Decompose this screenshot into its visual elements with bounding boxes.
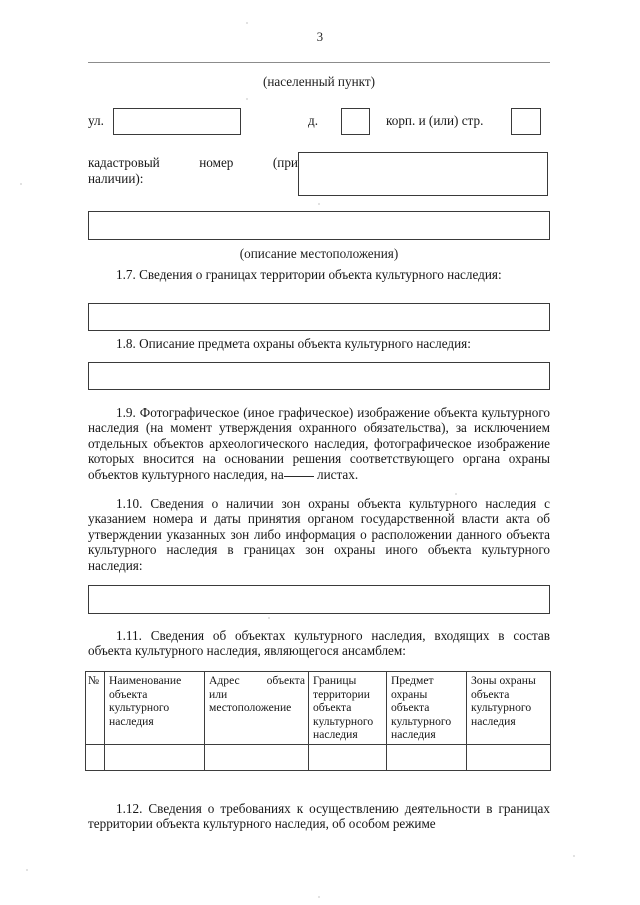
table-header-address-word2: объекта (266, 674, 305, 687)
section-1-11-number: 1.11. (116, 628, 142, 643)
section-1-7-number: 1.7. (116, 267, 136, 282)
section-1-11-text: Сведения об объектах культурного наследия, входящих в состав объекта культурного наследия, являющегося ансамблем: (88, 628, 550, 659)
scan-speck (246, 22, 248, 24)
table-header-name: Наименование объекта культурного наследия (105, 672, 205, 745)
ensemble-objects-table (85, 671, 551, 771)
location-description-caption: (описание местоположения) (239, 246, 399, 261)
scan-speck (26, 869, 28, 871)
scan-speck (573, 855, 575, 857)
table-cell-borders[interactable] (309, 744, 387, 770)
table-header-num: № (86, 672, 105, 745)
street-label: ул. (88, 113, 104, 128)
table-header-zones: Зоны охраны объекта культурного наследия (467, 672, 551, 745)
cadastral-number-input[interactable] (298, 152, 548, 196)
scan-speck (268, 617, 270, 619)
table-row[interactable] (86, 744, 551, 770)
section-1-8-title: Описание предмета охраны объекта культурного наследия: (139, 336, 471, 351)
building-label: корп. и (или) стр. (386, 113, 484, 128)
section-1-7-title: Сведения о границах территории объекта культурного наследия: (139, 267, 502, 282)
table-cell-address[interactable] (205, 744, 309, 770)
scan-speck (20, 183, 22, 185)
table-header-address (205, 672, 309, 745)
table-header-address-rest: или местоположение (209, 687, 292, 715)
scan-speck (318, 896, 320, 898)
cadastral-label-word3: (при (272, 155, 298, 170)
table-header-row (86, 672, 551, 745)
section-1-9-text-tail: листах. (316, 466, 359, 482)
cadastral-label-word2: номер (199, 155, 234, 170)
table-header-address-word1: Адрес (209, 674, 240, 687)
section-1-7-input[interactable] (88, 303, 550, 331)
building-input[interactable] (511, 108, 541, 135)
section-1-12-text: Сведения о требованиях к осуществлению деятельности в границах территории объекта культурного наследия, об особом режиме (88, 801, 550, 832)
section-1-10-number: 1.10. (116, 496, 143, 511)
header-rule (88, 62, 550, 63)
section-1-9-text: Фотографическое (иное графическое) изображение объекта культурного наследия (на момент утверждения охранного обязательства), за исключением отдельных объектов археологического наследия, фотографическое изображение которых вносится на основании решения соответствующего органа охраны объектов культурного наследия, на (88, 405, 550, 482)
section-1-11-paragraph (88, 628, 550, 659)
section-1-10-input[interactable] (88, 585, 550, 614)
locality-caption: (населенный пункт) (262, 74, 376, 89)
table-cell-subject[interactable] (387, 744, 467, 770)
table-header-borders: Границы территории объекта культурного наследия (309, 672, 387, 745)
section-1-10-paragraph (88, 496, 550, 573)
page-number: 3 (316, 29, 324, 44)
table-cell-name[interactable] (105, 744, 205, 770)
house-input[interactable] (341, 108, 370, 135)
scan-speck (318, 203, 320, 205)
scan-speck (455, 493, 457, 495)
house-label: д. (308, 113, 319, 128)
scan-speck (246, 98, 248, 100)
cadastral-label (88, 155, 298, 187)
cadastral-label-word1: кадастровый (88, 155, 160, 170)
section-1-9-sheets-blank[interactable] (284, 476, 314, 477)
section-1-10-text: Сведения о наличии зон охраны объекта культурного наследия с указанием номера и даты принятия органом государственной власти акта об утверждении указанных зон либо информация о расположении данного объекта культурного наследия в границах зон охраны иного объекта культурного наследия: (88, 496, 550, 573)
section-1-8-heading (88, 336, 550, 351)
section-1-8-input[interactable] (88, 362, 550, 390)
table-header-subject: Предмет охраны объекта культурного наследия (387, 672, 467, 745)
section-1-7-heading (88, 267, 550, 282)
cadastral-label-line2: наличии): (88, 171, 144, 186)
section-1-12-number: 1.12. (116, 801, 143, 816)
section-1-12-paragraph (88, 801, 550, 832)
section-1-9-paragraph (88, 405, 550, 482)
table-cell-num[interactable] (86, 744, 105, 770)
street-input[interactable] (113, 108, 241, 135)
table-cell-zones[interactable] (467, 744, 551, 770)
section-1-8-number: 1.8. (116, 336, 136, 351)
section-1-9-number: 1.9. (116, 405, 136, 420)
location-description-input[interactable] (88, 211, 550, 240)
